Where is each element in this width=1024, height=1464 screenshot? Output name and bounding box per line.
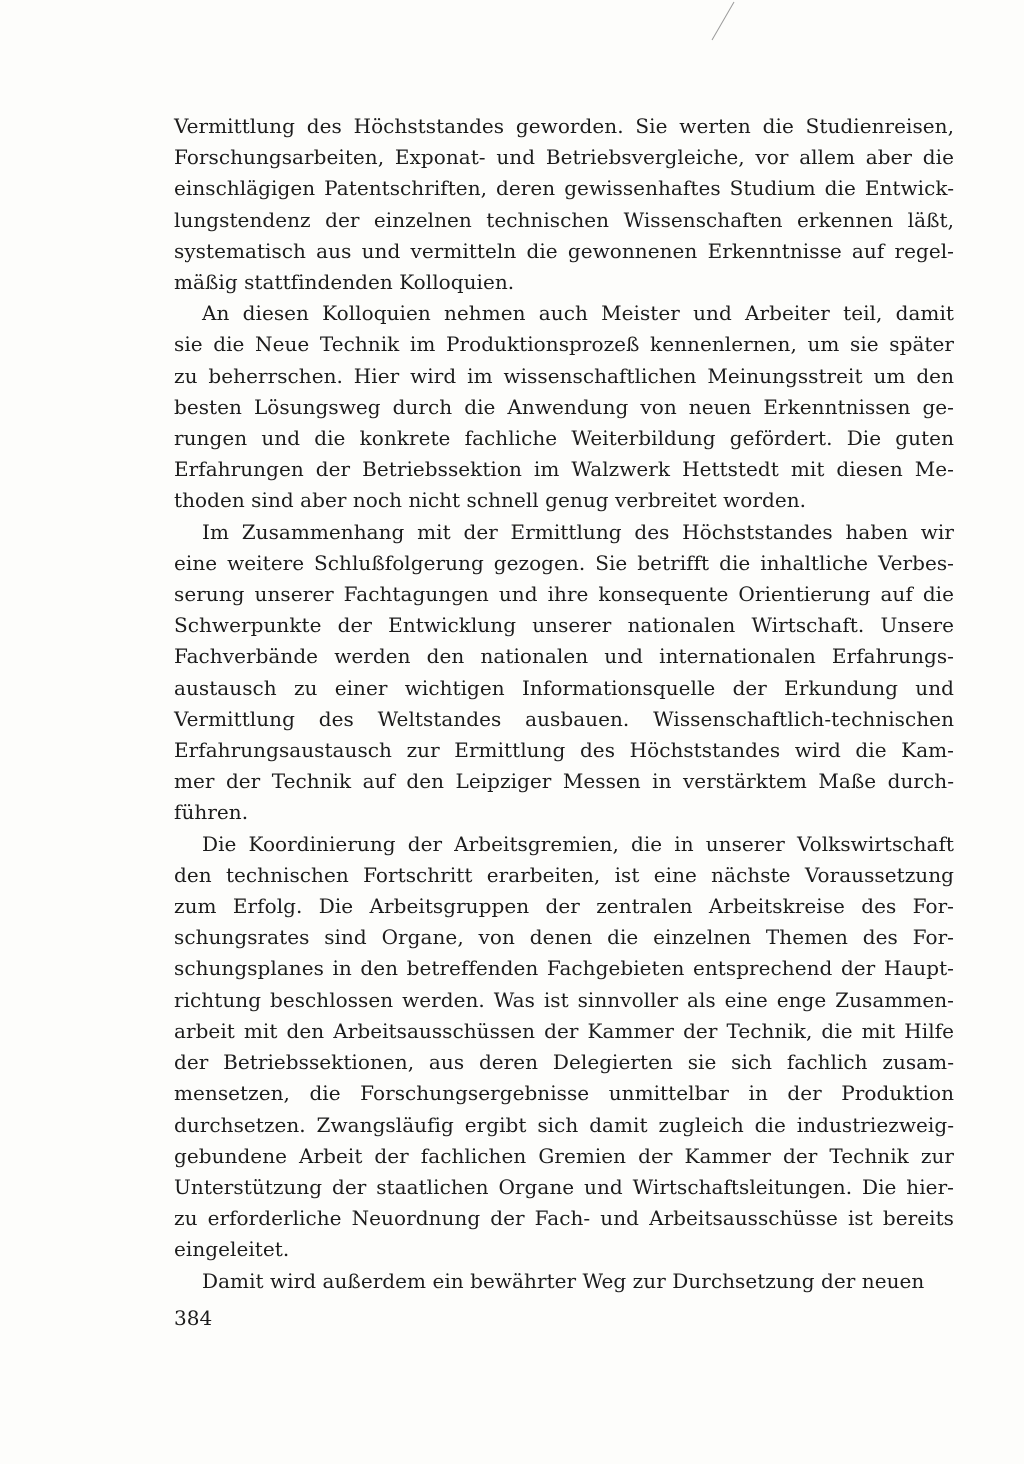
paragraph [174,517,954,829]
text-line: Erfahrungsaustausch zur Ermittlung des Höchststandes wird die Kam- [174,738,954,763]
text-line: Im Zusammenhang mit der Ermittlung des Höchststandes haben wir [202,519,954,544]
text-line: serung unserer Fachtagungen und ihre konsequente Orientierung auf die [174,582,954,607]
text-line: gebundene Arbeit der fachlichen Gremien der Kammer der Technik zur [174,1143,954,1168]
text-line: mäßig stattfindenden Kolloquien. [174,270,515,295]
text-line: rungen und die konkrete fachliche Weiterbildung gefördert. Die guten [174,426,954,451]
body-text [174,111,954,1297]
text-line: Vermittlung des Weltstandes ausbauen. Wissenschaftlich-technischen [174,706,954,731]
text-line: An diesen Kolloquien nehmen auch Meister und Arbeiter teil, damit [202,301,954,326]
text-line: Erfahrungen der Betriebssektion im Walzwerk Hettstedt mit diesen Me- [174,457,954,482]
text-line: Fachverbände werden den nationalen und internationalen Erfahrungs- [174,644,954,669]
scan-mark-decoration [708,0,738,44]
text-line: zum Erfolg. Die Arbeitsgruppen der zentralen Arbeitskreise des For- [174,894,954,919]
paragraph [174,111,954,298]
text-line: systematisch aus und vermitteln die gewonnenen Erkenntnisse auf regel- [174,238,954,263]
text-line: schungsrates sind Organe, von denen die einzelnen Themen des For- [174,925,954,950]
text-line: mensetzen, die Forschungsergebnisse unmittelbar in der Produktion [174,1081,954,1106]
text-line: thoden sind aber noch nicht schnell genug verbreitet worden. [174,488,807,513]
text-line: den technischen Fortschritt erarbeiten, ist eine nächste Voraussetzung [174,862,954,887]
text-line: eine weitere Schlußfolgerung gezogen. Sie betrifft die inhaltliche Verbes- [174,550,954,575]
paragraph [174,298,954,516]
text-line: einschlägigen Patentschriften, deren gewissenhaftes Studium die Entwick- [174,176,954,201]
text-line: besten Lösungsweg durch die Anwendung von neuen Erkenntnissen ge- [174,394,954,419]
text-line: zu erforderliche Neuordnung der Fach- und Arbeitsausschüsse ist bereits [174,1206,954,1231]
text-line: lungstendenz der einzelnen technischen Wissenschaften erkennen läßt, [174,207,954,232]
paragraph [174,829,954,1266]
text-line: arbeit mit den Arbeitsausschüssen der Kammer der Technik, die mit Hilfe [174,1018,954,1043]
page-number: 384 [174,1306,213,1330]
text-line: der Betriebssektionen, aus deren Delegierten sie sich fachlich zusam- [174,1050,954,1075]
text-line: schungsplanes in den betreffenden Fachgebieten entsprechend der Haupt- [174,956,954,981]
text-line: führen. [174,800,249,825]
text-line: sie die Neue Technik im Produktionsprozeß kennenlernen, um sie später [174,332,954,357]
text-line: zu beherrschen. Hier wird im wissenschaftlichen Meinungsstreit um den [174,363,954,388]
text-line: Unterstützung der staatlichen Organe und Wirtschaftsleitungen. Die hier- [174,1174,954,1199]
text-line: Schwerpunkte der Entwicklung unserer nationalen Wirtschaft. Unsere [174,613,954,638]
text-line: Forschungsarbeiten, Exponat- und Betriebsvergleiche, vor allem aber die [174,145,954,170]
text-line: mer der Technik auf den Leipziger Messen in verstärktem Maße durch- [174,769,954,794]
paragraph [174,1266,954,1297]
text-line: richtung beschlossen werden. Was ist sinnvoller als eine enge Zusammen- [174,987,954,1012]
text-line: austausch zu einer wichtigen Informationsquelle der Erkundung und [174,675,954,700]
text-line: Vermittlung des Höchststandes geworden. Sie werten die Studienreisen, [174,114,954,138]
text-line: Die Koordinierung der Arbeitsgremien, die in unserer Volkswirtschaft [202,831,954,856]
text-line: Damit wird außerdem ein bewährter Weg zur Durchsetzung der neuen [202,1268,925,1293]
text-line: durchsetzen. Zwangsläufig ergibt sich damit zugleich die industriezweig- [174,1112,954,1137]
text-line: eingeleitet. [174,1237,290,1262]
